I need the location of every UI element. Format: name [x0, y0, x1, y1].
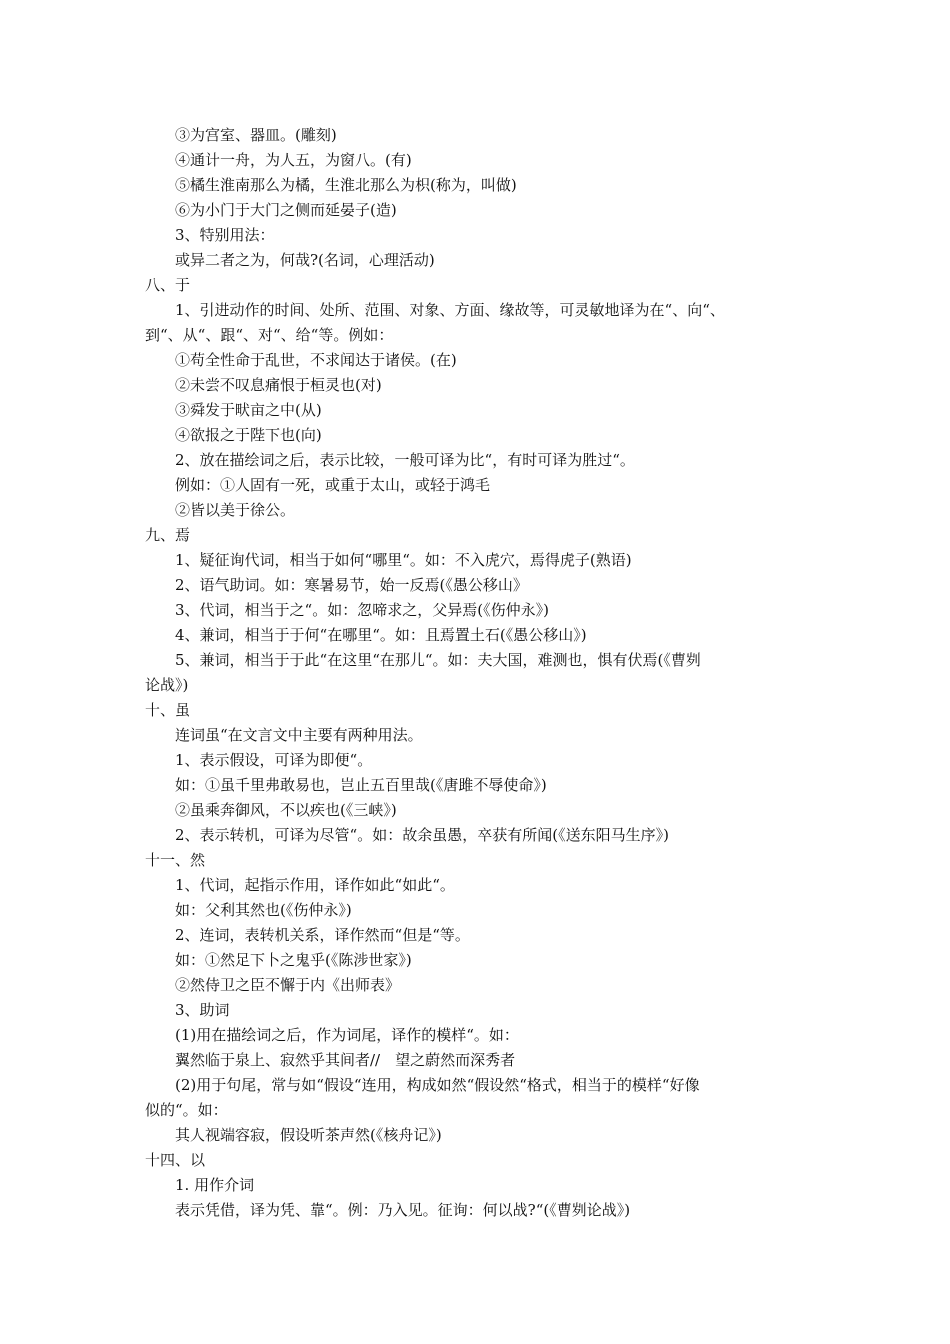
text-line: 例如：①人固有一死，或重于太山，或轻于鸿毛	[175, 476, 491, 494]
text-line: ④通计一舟，为人五，为窗八。(有)	[175, 151, 412, 169]
text-line: 连词虽“在文言文中主要有两种用法。	[175, 726, 423, 744]
text-line: 1. 用作介词	[175, 1176, 255, 1194]
text-line: ①苟全性命于乱世，不求闻达于诸侯。(在)	[175, 351, 457, 369]
text-line: 表示凭借，译为凭、靠“。例：乃入见。征询：何以战?“(《曹刿论战》)	[175, 1201, 631, 1219]
text-line: 3、特别用法：	[175, 226, 275, 244]
text-line: ⑥为小门于大门之侧而延晏子(造)	[175, 201, 397, 219]
section-line: 论战》)	[145, 676, 189, 694]
text-line: ④欲报之于陛下也(向)	[175, 426, 322, 444]
text-line: 4、兼词，相当于于何“在哪里“。如：且焉置土石(《愚公移山》)	[175, 626, 587, 644]
text-line: ⑤橘生淮南那么为橘，生淮北那么为枳(称为，叫做)	[175, 176, 517, 194]
text-line: 2、表示转机，可译为尽管“。如：故余虽愚，卒获有所闻(《送东阳马生序》)	[175, 826, 669, 844]
text-line: 2、放在描绘词之后，表示比较，一般可译为比“，有时可译为胜过“。	[175, 451, 635, 469]
text-line: 3、助词	[175, 1001, 230, 1019]
text-line: ③为宫室、器皿。(雕刻)	[175, 126, 337, 144]
text-line: (2)用于句尾，常与如“假设“连用，构成如然“假设然“格式，相当于的模样“好像	[175, 1076, 700, 1094]
section-line: 八、于	[145, 276, 191, 294]
text-line: 如：①然足下卜之鬼乎(《陈涉世家》)	[175, 951, 412, 969]
text-line: 或异二者之为，何哉?(名词，心理活动)	[175, 251, 435, 269]
text-line: ②皆以美于徐公。	[175, 501, 296, 519]
text-line: ②然侍卫之臣不懈于内《出师表》	[175, 976, 401, 994]
text-line: 如：①虽千里弗敢易也，岂止五百里哉(《唐雎不辱使命》)	[175, 776, 547, 794]
text-line: (1)用在描绘词之后，作为词尾，译作的模样“。如：	[175, 1026, 519, 1044]
text-line: ②虽乘奔御风，不以疾也(《三峡》)	[175, 801, 397, 819]
section-line: 到“、从“、跟“、对“、给“等。例如：	[145, 326, 394, 344]
section-line: 十、虽	[145, 701, 191, 719]
text-line: 其人视端容寂，假设听茶声然(《核舟记》)	[175, 1126, 442, 1144]
text-line: 1、引进动作的时间、处所、范围、对象、方面、缘故等，可灵敏地译为在“、向“、	[175, 301, 725, 319]
text-line: 3、代词，相当于之“。如：忽啼求之，父异焉(《伤仲永》)	[175, 601, 549, 619]
text-line: 2、连词，表转机关系，译作然而“但是“等。	[175, 926, 470, 944]
section-line: 十四、以	[145, 1151, 206, 1169]
text-line: 1、表示假设，可译为即便“。	[175, 751, 373, 769]
document-body	[145, 123, 810, 1223]
text-line: 翼然临于泉上、寂然乎其间者// 望之蔚然而深秀者	[175, 1051, 516, 1069]
section-line: 十一、然	[145, 851, 206, 869]
text-line: 2、语气助词。如：寒暑易节，始一反焉(《愚公移山》	[175, 576, 528, 594]
text-line: 1、疑征询代词，相当于如何“哪里“。如：不入虎穴，焉得虎子(熟语)	[175, 551, 632, 569]
text-line: ③舜发于畎亩之中(从)	[175, 401, 322, 419]
text-line: 1、代词，起指示作用，译作如此“如此“。	[175, 876, 455, 894]
section-line: 似的“。如：	[145, 1101, 228, 1119]
section-line: 九、焉	[145, 526, 191, 544]
text-line: ②未尝不叹息痛恨于桓灵也(对)	[175, 376, 382, 394]
text-line: 5、兼词，相当于于此“在这里“在那儿“。如：夫大国，难测也，惧有伏焉(《曹刿	[175, 651, 701, 669]
text-line: 如：父利其然也(《伤仲永》)	[175, 901, 352, 919]
